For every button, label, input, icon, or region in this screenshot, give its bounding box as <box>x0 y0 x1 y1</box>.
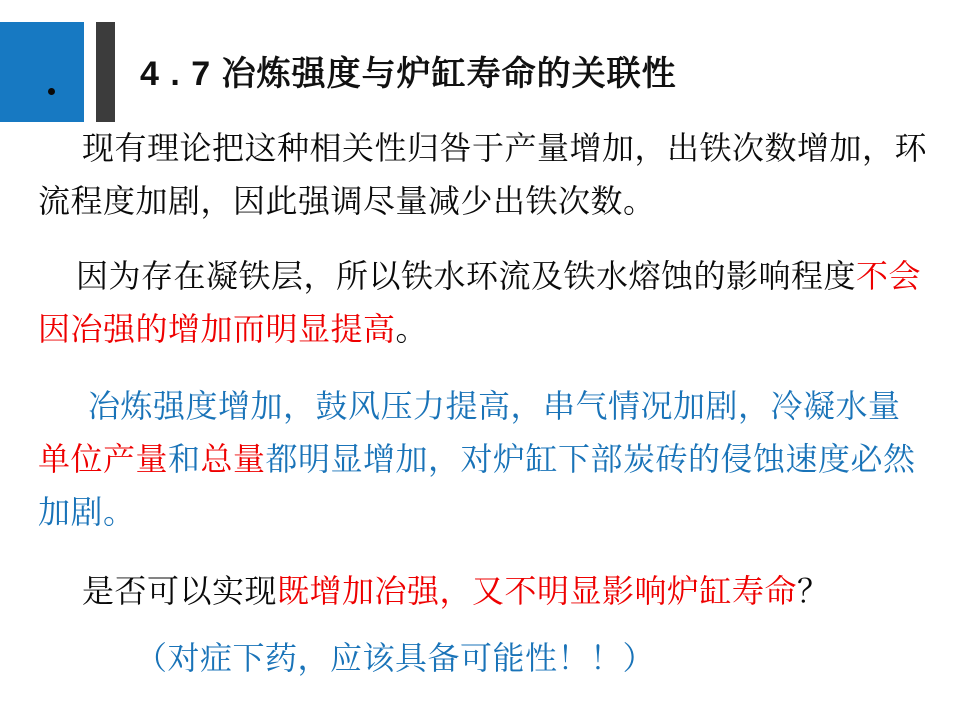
text-segment-red: 因冶强的增加而明显提高 <box>38 311 396 347</box>
text-segment-black: 流程度加剧，因此强调尽量减少出铁次数。 <box>38 183 656 219</box>
text-line <box>38 175 928 228</box>
text-line <box>38 303 928 356</box>
text-segment-blue: 都明显增加，对炉缸下部炭砖的侵蚀速度必然 <box>265 441 916 477</box>
text-segment-blue: 加剧。 <box>38 494 136 530</box>
bullet-dot-icon <box>48 88 55 95</box>
para-question <box>38 565 928 618</box>
slide-title: 4 . 7 冶炼强度与炉缸寿命的关联性 <box>140 55 677 93</box>
text-segment-black: 。 <box>395 311 429 347</box>
text-segment-red: 单位产量 <box>38 441 169 477</box>
text-segment-red: 既增加冶强，又不明显影响炉缸寿命 <box>277 573 798 609</box>
text-line <box>38 632 928 685</box>
text-segment-black: 是否可以实现 <box>82 573 278 609</box>
text-segment-red: 总量 <box>200 441 266 477</box>
para-smelting-intensity <box>38 380 928 539</box>
text-segment-blue: （对症下药，应该具备可能性！！） <box>135 640 656 676</box>
text-segment-black: 因为存在凝铁层，所以铁水环流及铁水熔蚀的影响程度 <box>76 258 857 294</box>
text-line <box>38 250 928 303</box>
accent-bar <box>96 22 115 122</box>
text-segment-black: 现有理论把这种相关性归咎于产量增加，出铁次数增加，环 <box>82 130 928 166</box>
para-remark <box>38 632 928 685</box>
text-segment-blue: 冶炼强度增加，鼓风压力提高，串气情况加剧，冷凝水量 <box>88 388 901 424</box>
text-line <box>38 433 928 486</box>
para-frozen-iron-layer <box>38 250 928 356</box>
text-segment-blue: 和 <box>168 441 201 477</box>
text-segment-black: ？ <box>797 573 830 609</box>
text-line <box>38 486 928 539</box>
text-segment-red: 不会 <box>856 258 922 294</box>
text-line <box>38 565 928 618</box>
para-current-theory <box>38 122 928 228</box>
text-line <box>38 122 928 175</box>
text-line <box>38 380 928 433</box>
accent-square <box>0 22 84 122</box>
